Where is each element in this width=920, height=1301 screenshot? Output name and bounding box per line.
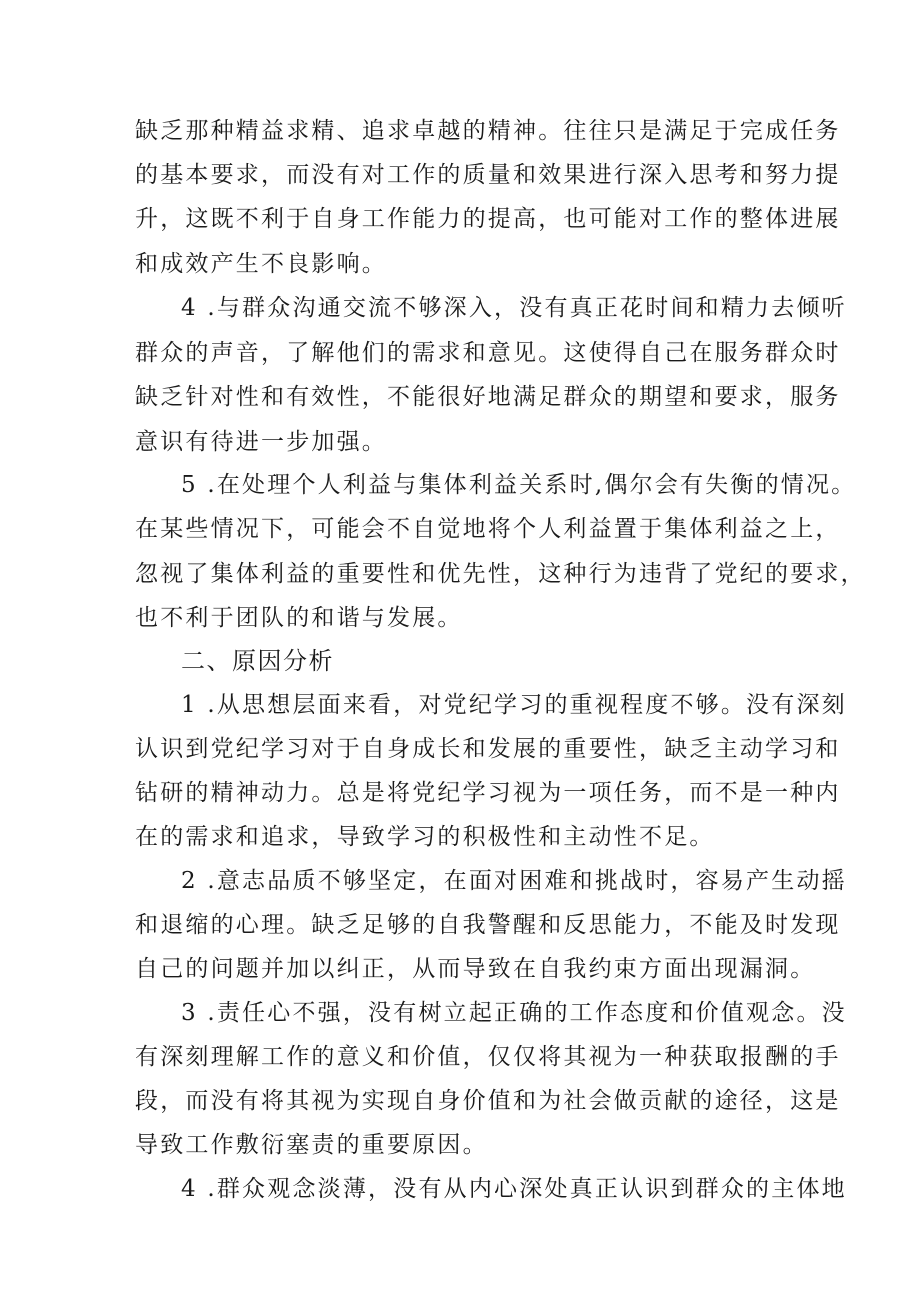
paragraph-line: 的基本要求，而没有对工作的质量和效果进行深入思考和努力提 — [135, 162, 841, 188]
paragraph-line: 段，而没有将其视为实现自身价值和为社会做贡献的途径，这是 — [135, 1088, 841, 1114]
paragraph-line: 认识到党纪学习对于自身成长和发展的重要性，缺乏主动学习和 — [135, 736, 841, 762]
paragraph-line: 意识有待进一步加强。 — [135, 429, 387, 455]
paragraph-line: 导致工作敷衍塞责的重要原因。 — [135, 1132, 488, 1158]
paragraph-line: 缺乏针对性和有效性，不能很好地满足群众的期望和要求，服务 — [135, 384, 841, 410]
paragraph-line: 3 .责任心不强，没有树立起正确的工作态度和价值观念。没 — [181, 1000, 847, 1026]
paragraph-line: 和成效产生不良影响。 — [135, 251, 387, 277]
paragraph-line: 缺乏那种精益求精、追求卓越的精神。往往只是满足于完成任务 — [135, 118, 841, 144]
paragraph-line: 钻研的精神动力。总是将党纪学习视为一项任务，而不是一种内 — [135, 780, 841, 806]
paragraph-line: 群众的声音，了解他们的需求和意见。这使得自己在服务群众时 — [135, 340, 841, 366]
paragraph-line: 在某些情况下，可能会不自觉地将个人利益置于集体利益之上， — [135, 516, 841, 542]
paragraph-line: 4 .与群众沟通交流不够深入，没有真正花时间和精力去倾听 — [181, 295, 847, 321]
paragraph-line: 升，这既不利于自身工作能力的提高，也可能对工作的整体进展 — [135, 206, 841, 232]
paragraph-line: 自己的问题并加以纠正，从而导致在自我约束方面出现漏洞。 — [135, 956, 816, 982]
paragraph-line: 在的需求和追求，导致学习的积极性和主动性不足。 — [135, 824, 715, 850]
paragraph-line: 也不利于团队的和谐与发展。 — [135, 605, 463, 631]
paragraph-line: 4 .群众观念淡薄，没有从内心深处真正认识到群众的主体地 — [181, 1176, 847, 1202]
paragraph-line: 有深刻理解工作的意义和价值，仅仅将其视为一种获取报酬的手 — [135, 1044, 841, 1070]
paragraph-line: 2 .意志品质不够坚定，在面对困难和挑战时，容易产生动摇 — [181, 868, 847, 894]
section-heading: 二、原因分析 — [181, 647, 334, 675]
paragraph-line: 忽视了集体利益的重要性和优先性，这种行为违背了党纪的要求， — [135, 561, 866, 587]
paragraph-line: 5 .在处理个人利益与集体利益关系时,偶尔会有失衡的情况。 — [181, 472, 857, 498]
paragraph-line: 和退缩的心理。缺乏足够的自我警醒和反思能力，不能及时发现 — [135, 912, 841, 938]
paragraph-line: 1 .从思想层面来看，对党纪学习的重视程度不够。没有深刻 — [181, 692, 847, 718]
